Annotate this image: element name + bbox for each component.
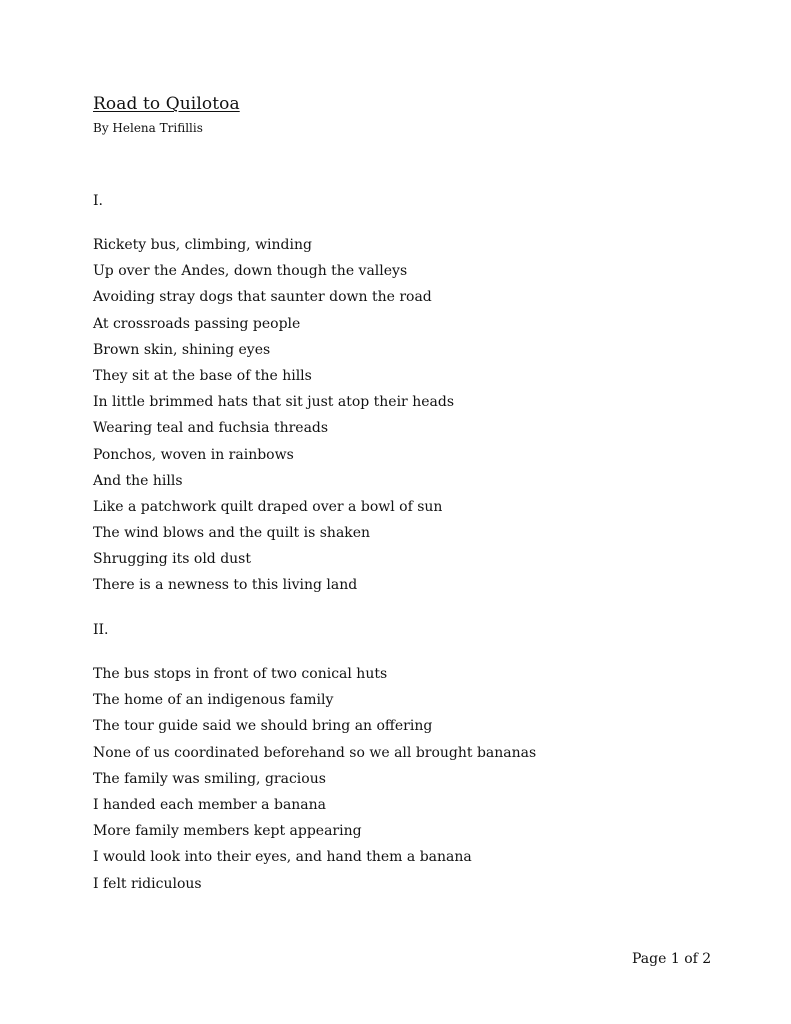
poem-line: I felt ridiculous xyxy=(93,875,202,892)
poem-line: The home of an indigenous family xyxy=(93,692,334,709)
stanza-1 xyxy=(93,232,454,599)
poem-line: Up over the Andes, down though the valleys xyxy=(93,263,408,280)
poem-line: They sit at the base of the hills xyxy=(93,367,312,384)
poem-line: Brown skin, shining eyes xyxy=(93,341,271,358)
poem-line: I handed each member a banana xyxy=(93,796,327,813)
poem-line: The bus stops in front of two conical huts xyxy=(93,666,388,682)
poem-line: None of us coordinated beforehand so we all brought bananas xyxy=(93,744,537,761)
stanza-2 xyxy=(93,661,536,897)
poem-line: The wind blows and the quilt is shaken xyxy=(93,525,371,542)
poem-line: More family members kept appearing xyxy=(93,823,362,840)
poem-line: The family was smiling, gracious xyxy=(93,770,326,787)
poem-line: Wearing teal and fuchsia threads xyxy=(93,420,329,437)
poem-line: I would look into their eyes, and hand them a banana xyxy=(93,849,472,866)
poem-line: In little brimmed hats that sit just atop their heads xyxy=(93,394,454,411)
poem-line: Like a patchwork quilt draped over a bowl of sun xyxy=(93,498,443,515)
poem-line: Avoiding stray dogs that saunter down the road xyxy=(93,289,432,306)
page-number: Page 1 of 2 xyxy=(632,951,712,967)
poem-title: Road to Quilotoa xyxy=(93,94,240,114)
poem-line: Shrugging its old dust xyxy=(93,551,251,568)
poem-line: There is a newness to this living land xyxy=(93,577,358,594)
poem-line: At crossroads passing people xyxy=(93,315,301,332)
section-label-2: II. xyxy=(93,622,109,638)
poem-line: And the hills xyxy=(93,472,183,489)
poem-line: Ponchos, woven in rainbows xyxy=(93,446,294,463)
poem-line: Rickety bus, climbing, winding xyxy=(93,237,312,253)
poem-line: The tour guide said we should bring an offering xyxy=(93,718,433,735)
poem-author: By Helena Trifillis xyxy=(93,121,203,135)
section-label-1: I. xyxy=(93,193,103,209)
